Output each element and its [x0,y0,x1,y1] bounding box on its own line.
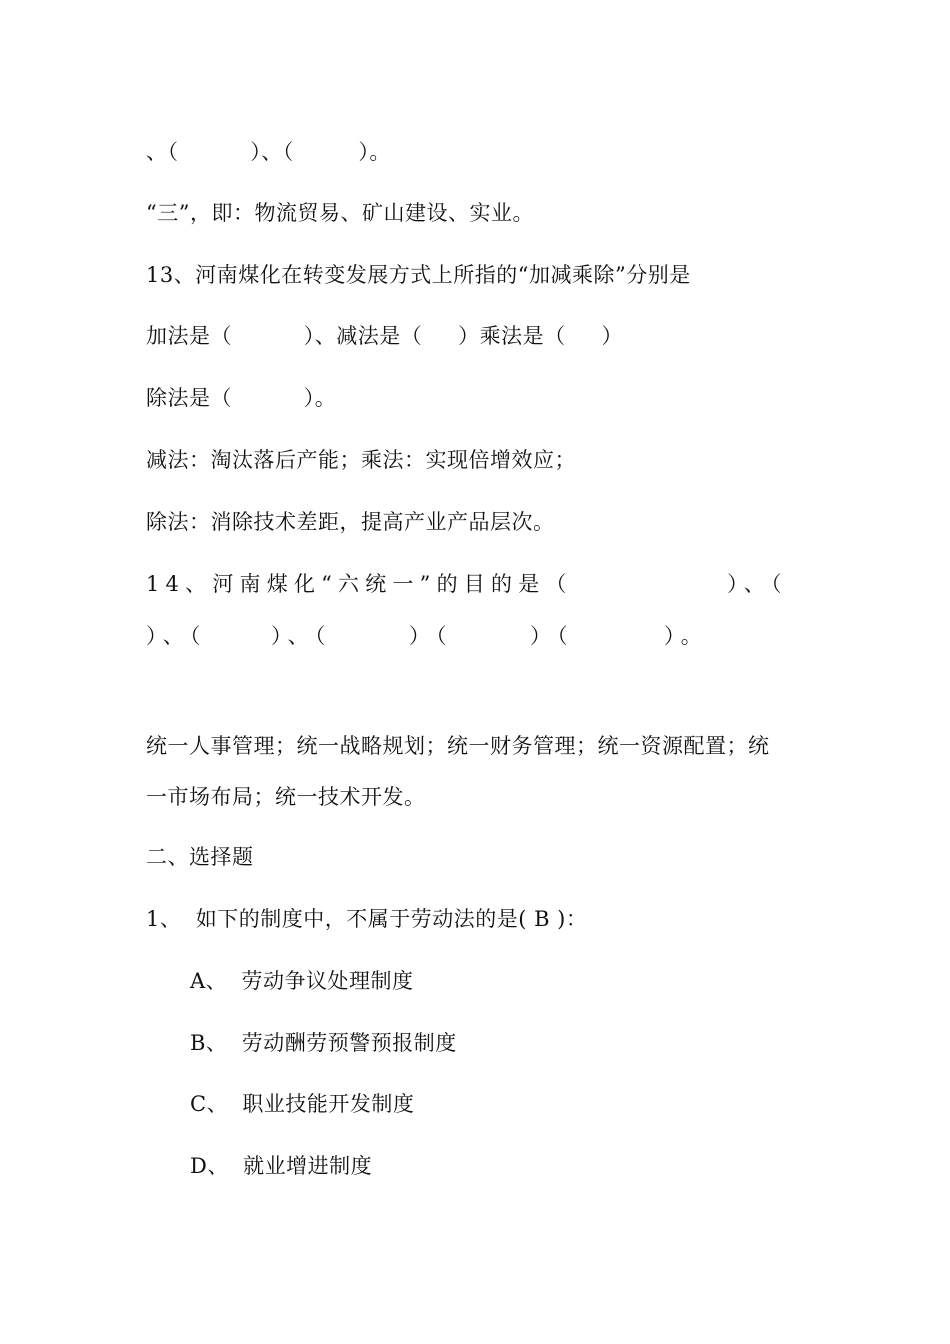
choice-question-1: 1、 如下的制度中，不属于劳动法的是( B )： [146,907,588,931]
answer-division: 除法：消除技术差距，提高产业产品层次。 [146,510,555,534]
option-b: B、 劳动酬劳预警预报制度 [190,1031,457,1055]
option-c: C、 职业技能开发制度 [190,1092,415,1116]
option-d: D、 就业增进制度 [190,1154,373,1178]
question-14-blanks: ）、（ ）、（ ）（ ）（ ）。 [146,624,708,648]
answer-14-line-1: 统一人事管理；统一战略规划；统一财务管理；统一资源配置；统 [146,734,770,758]
answer-subtraction-multiplication: 减法：淘汰落后产能；乘法：实现倍增效应； [146,448,576,472]
question-13: 13、河南煤化在转变发展方式上所指的“加减乘除”分别是 [146,263,691,287]
option-a: A、 劳动争议处理制度 [190,969,414,993]
question-13-blanks-1: 加法是（ ）、减法是（ ）乘法是（ ） [146,324,624,348]
question-13-blanks-2: 除法是（ ）。 [146,386,337,410]
question-14: 14、河南煤化“六统一”的目的是（ ）、（ [146,572,788,596]
blank-continuation-line: 、（ ）、（ ）。 [146,140,391,164]
answer-14-line-2: 一市场布局；统一技术开发。 [146,785,426,809]
section-heading-choice: 二、选择题 [146,845,254,869]
answer-line-three: “三”，即：物流贸易、矿山建设、实业。 [146,201,534,225]
